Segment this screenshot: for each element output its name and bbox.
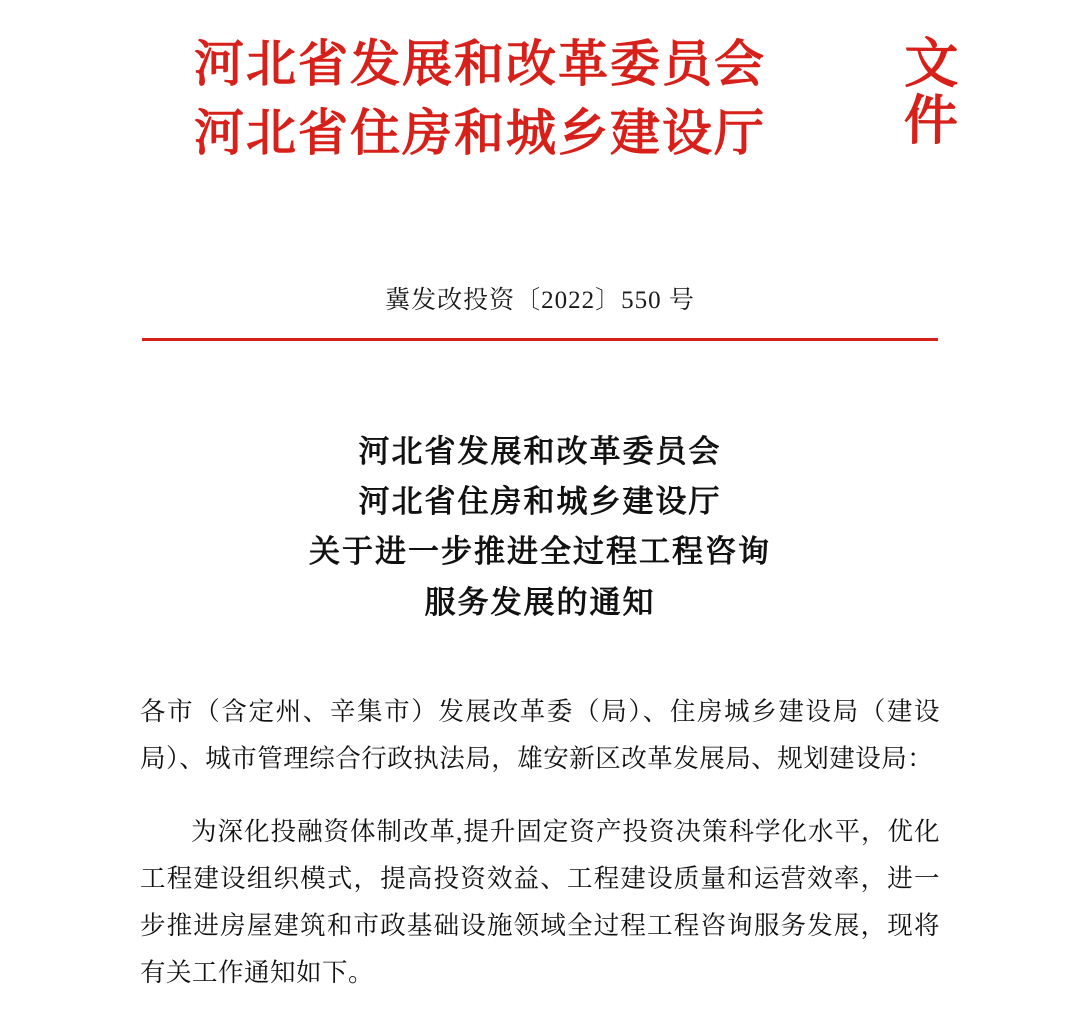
masthead-issuer-line-1: 河北省发展和改革委员会 (194, 36, 766, 92)
title-line-1: 河北省发展和改革委员会 (358, 434, 722, 469)
page-title (0, 427, 1080, 628)
body-paragraph-intro: 为深化投融资体制改革,提升固定资产投资决策科学化水平，优化工程建设组织模式，提高投资效益、工程建设质量和运营效率，进一步推进房屋建筑和市政基础设施领域全过程工程咨询服务发展，现将有关工作通知如下。 (140, 816, 940, 988)
title-line-2: 河北省住房和城乡建设厅 (358, 484, 722, 520)
masthead-issuer-line-2: 河北省住房和城乡建设厅 (194, 105, 766, 161)
masthead-document-mark: 文件 (903, 33, 959, 151)
body-paragraph-salutation: 各市（含定州、辛集市）发展改革委（局）、住房城乡建设局（建设局）、城市管理综合行政执法局，雄安新区改革发展局、规划建设局： (140, 696, 940, 774)
title-line-4: 服务发展的通知 (424, 584, 656, 620)
red-divider-rule (142, 338, 938, 341)
title-line-3: 关于进一步推进全过程工程咨询 (309, 534, 771, 570)
document-number-block (0, 280, 1080, 341)
document-body (140, 688, 940, 997)
document-number: 冀发改投资〔2022〕550 号 (385, 287, 695, 314)
masthead (0, 0, 1080, 228)
